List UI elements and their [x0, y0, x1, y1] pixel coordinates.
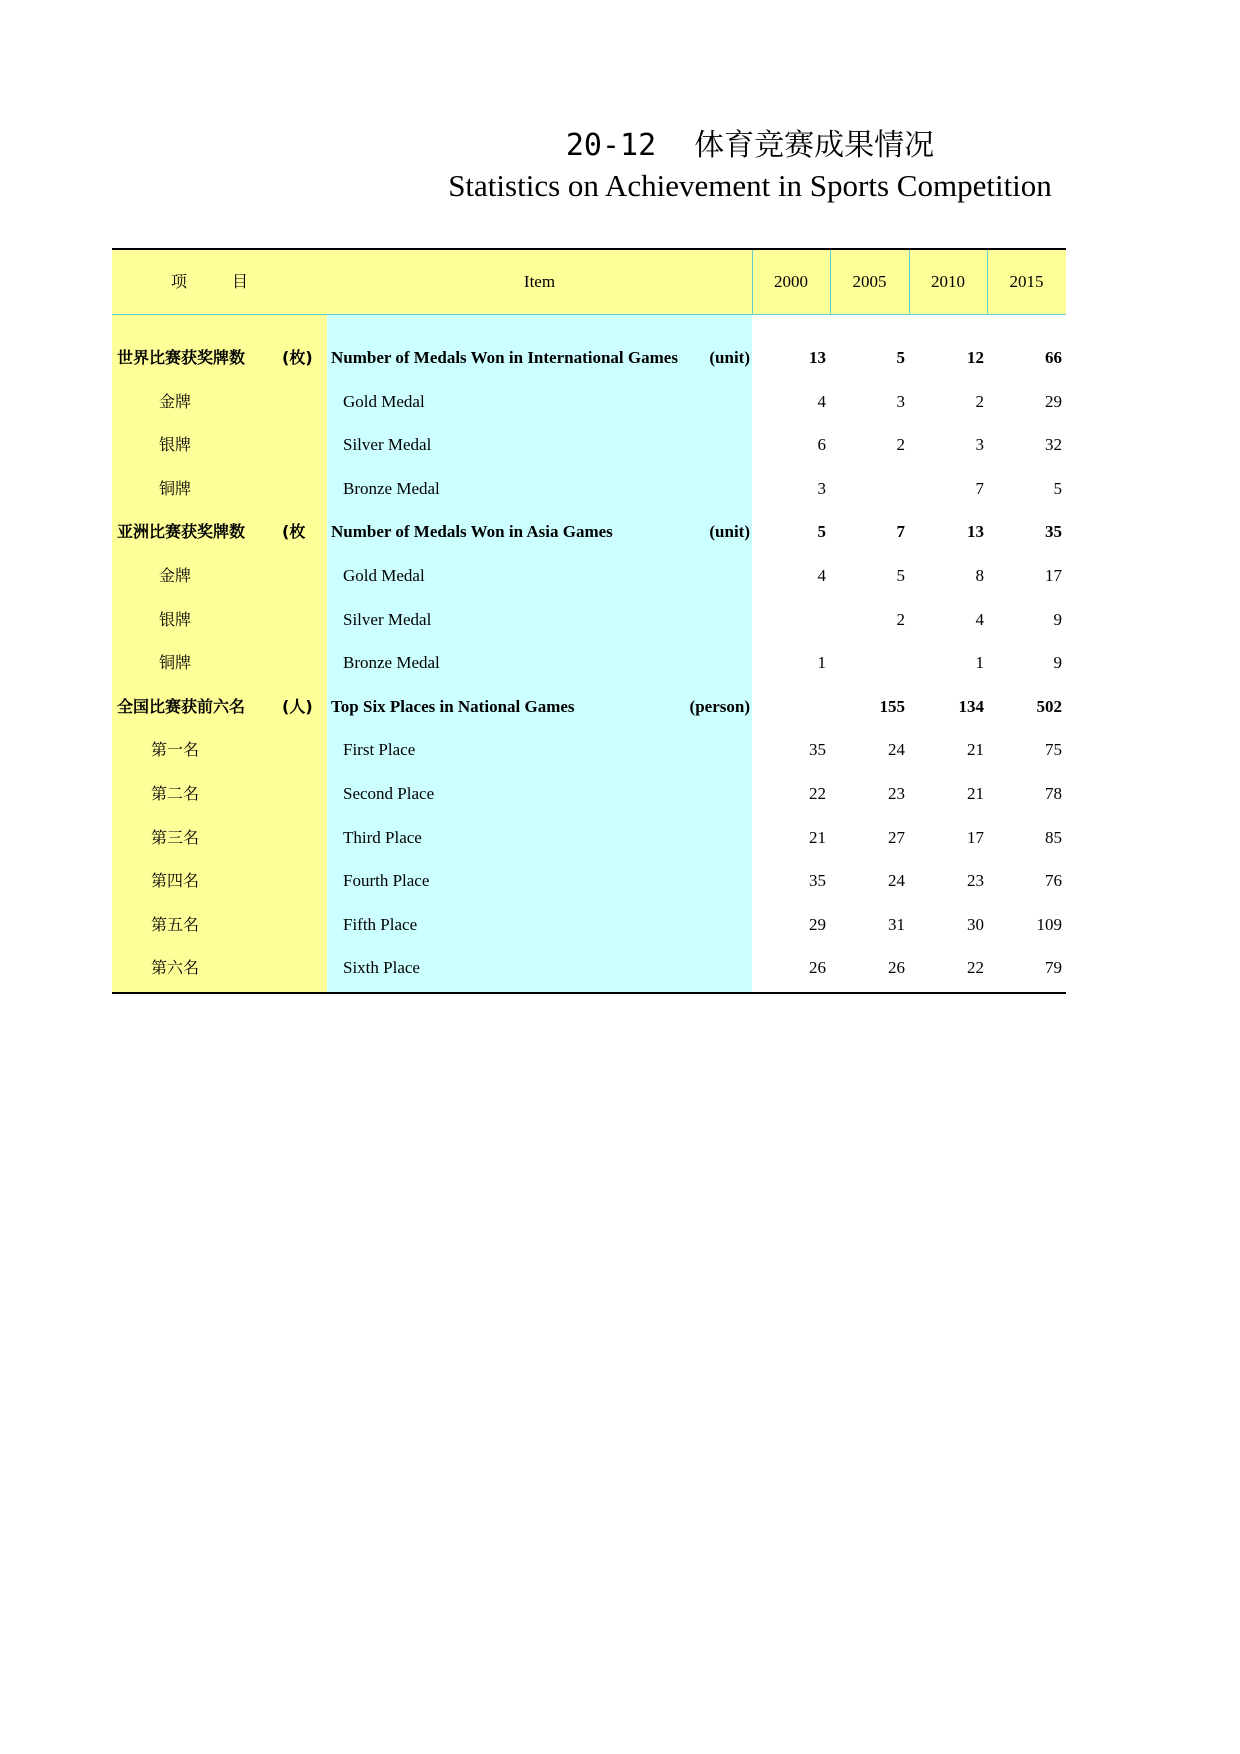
row-value: 27 — [888, 827, 905, 847]
row-value: 3 — [896, 391, 905, 411]
row-label-en: Gold Medal — [343, 566, 425, 585]
table-row — [112, 859, 1066, 903]
row-label-en: First Place — [343, 740, 416, 760]
header-year: 2000 — [774, 272, 808, 291]
row-label-cn: 亚洲比赛获奖牌数 — [117, 522, 246, 542]
row-value: 2 — [975, 391, 984, 411]
row-unit-cn: (枚 — [282, 522, 306, 542]
row-value: 35 — [809, 740, 826, 760]
row-unit-en: (person) — [689, 696, 750, 716]
table-number: 20-12 — [565, 128, 657, 163]
row-unit-en: (unit) — [709, 522, 750, 542]
table-row — [112, 467, 1066, 511]
row-value: 75 — [1045, 740, 1062, 760]
row-value: 29 — [809, 914, 826, 934]
row-value: 6 — [817, 435, 826, 455]
row-label-cn: 银牌 — [159, 435, 192, 455]
table-row — [112, 598, 1066, 642]
row-unit-cn: (人) — [282, 696, 313, 716]
table-row — [112, 772, 1066, 816]
row-value: 66 — [1045, 348, 1062, 367]
row-value: 17 — [1045, 566, 1062, 585]
row-label-en: Top Six Places in National Games — [331, 696, 575, 716]
row-label-cn: 铜牌 — [159, 478, 192, 498]
row-value: 13 — [967, 522, 984, 542]
row-label-en: Bronze Medal — [343, 653, 440, 673]
table-bottom-rule — [112, 992, 1066, 994]
row-value: 12 — [967, 348, 984, 367]
table-row — [112, 946, 1066, 990]
row-value: 3 — [817, 478, 826, 498]
row-value: 5 — [1053, 478, 1062, 498]
row-label-cn: 银牌 — [159, 609, 192, 629]
row-value: 31 — [888, 914, 905, 934]
row-value: 23 — [967, 871, 984, 891]
row-value: 134 — [958, 696, 984, 716]
table-row — [112, 816, 1066, 860]
row-value: 9 — [1053, 609, 1062, 629]
row-label-cn: 铜牌 — [159, 653, 192, 673]
row-value: 22 — [809, 784, 826, 803]
row-value: 5 — [896, 566, 905, 585]
row-value: 24 — [888, 871, 905, 891]
row-label-en: Gold Medal — [343, 391, 425, 411]
row-unit-en: (unit) — [709, 348, 750, 367]
table-row — [112, 510, 1066, 554]
row-value: 32 — [1045, 435, 1062, 455]
page-title-cn — [440, 124, 1060, 166]
statistics-table — [112, 248, 1066, 994]
row-label-cn: 金牌 — [159, 566, 192, 585]
row-value: 21 — [967, 740, 984, 760]
row-value: 155 — [879, 696, 905, 716]
row-value: 7 — [975, 478, 984, 498]
row-value — [766, 598, 826, 642]
header-item-en: Item — [523, 272, 556, 291]
row-value: 8 — [975, 566, 984, 585]
row-label-cn: 第六名 — [151, 958, 200, 978]
row-value: 21 — [809, 827, 826, 847]
row-value: 13 — [809, 348, 826, 367]
row-value: 21 — [967, 784, 984, 803]
row-value: 79 — [1045, 958, 1062, 978]
row-value: 4 — [975, 609, 984, 629]
row-value: 1 — [817, 653, 826, 673]
row-unit-cn: (枚) — [282, 348, 313, 367]
title-cn-text: 体育竞赛成果情况 — [694, 128, 935, 163]
header-rule — [112, 314, 1066, 315]
row-label-en: Number of Medals Won in Asia Games — [331, 522, 613, 542]
row-value: 26 — [809, 958, 826, 978]
row-value: 502 — [1036, 696, 1062, 716]
row-label-cn: 第四名 — [151, 871, 200, 891]
header-year: 2005 — [852, 272, 887, 291]
row-value: 7 — [896, 522, 905, 542]
row-value: 78 — [1045, 784, 1062, 803]
table-row — [112, 336, 1066, 380]
row-value: 9 — [1053, 653, 1062, 673]
row-value: 109 — [1036, 914, 1062, 934]
table-row — [112, 728, 1066, 772]
row-value: 29 — [1045, 391, 1062, 411]
row-value: 17 — [967, 827, 984, 847]
row-label-en: Fourth Place — [343, 871, 430, 891]
row-label-en: Bronze Medal — [343, 478, 440, 498]
row-label-en: Sixth Place — [343, 958, 420, 978]
row-value — [766, 685, 826, 729]
row-label-en: Second Place — [343, 784, 435, 803]
table-row — [112, 641, 1066, 685]
row-label-en: Silver Medal — [343, 435, 432, 455]
table-row — [112, 554, 1066, 598]
row-value: 5 — [896, 348, 905, 367]
header-item-cn: 项 目 — [170, 272, 269, 291]
row-label-cn: 第五名 — [151, 914, 200, 934]
header-year: 2010 — [931, 272, 965, 291]
row-label-cn: 第二名 — [151, 784, 200, 803]
row-value: 3 — [975, 435, 984, 455]
header-year: 2015 — [1009, 272, 1044, 291]
row-label-en: Number of Medals Won in International Games — [331, 348, 678, 367]
row-label-cn: 世界比赛获奖牌数 — [117, 348, 246, 367]
row-value: 4 — [817, 566, 826, 585]
row-value: 24 — [888, 740, 905, 760]
row-value: 30 — [967, 914, 984, 934]
row-label-cn: 金牌 — [159, 391, 192, 411]
table-row — [112, 380, 1066, 424]
row-value: 4 — [817, 391, 826, 411]
row-label-en: Silver Medal — [343, 609, 432, 629]
row-value: 85 — [1045, 827, 1062, 847]
table-row — [112, 903, 1066, 947]
row-label-cn: 第三名 — [151, 827, 200, 847]
row-label-en: Third Place — [343, 827, 422, 847]
row-value — [845, 641, 905, 685]
row-value: 1 — [975, 653, 984, 673]
row-value: 22 — [967, 958, 984, 978]
row-value: 2 — [896, 435, 905, 455]
row-value: 5 — [817, 522, 826, 542]
row-value: 76 — [1045, 871, 1062, 891]
row-value: 35 — [1045, 522, 1062, 542]
table-row — [112, 423, 1066, 467]
row-value: 35 — [809, 871, 826, 891]
row-value: 2 — [896, 609, 905, 629]
row-value: 26 — [888, 958, 905, 978]
row-value — [845, 467, 905, 511]
row-label-cn: 第一名 — [151, 740, 200, 760]
row-value: 23 — [888, 784, 905, 803]
row-label-en: Fifth Place — [343, 914, 418, 934]
page-title-en: Statistics on Achievement in Sports Competition — [448, 168, 1052, 203]
row-label-cn: 全国比赛获前六名 — [117, 696, 246, 716]
table-row — [112, 685, 1066, 729]
